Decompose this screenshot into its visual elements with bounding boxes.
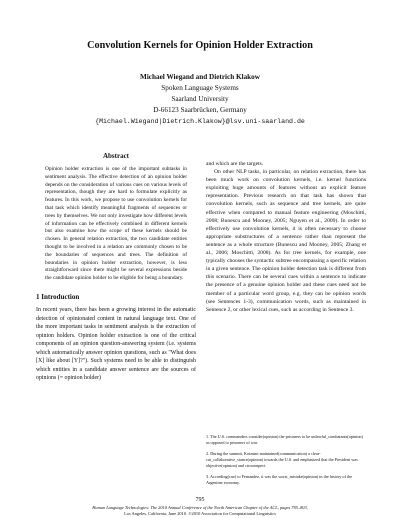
page-number: 795 bbox=[195, 497, 205, 503]
paper-title: Convolution Kernels for Opinion Holder Extraction bbox=[87, 40, 313, 51]
left-column bbox=[36, 152, 196, 383]
abstract-text: Opinion holder extraction is one of the important subtasks in sentiment analysis. The effective detection of an opinion holder depends on the consideration of various cues on various levels of representation, though they are hard to formulate explicitly as features. In this work, we propose to use convolution kernels for that task which identify meaningful fragments of sequences or trees by themselves. We not only investigate how different levels of information can be effectively combined in different kernels but also examine how the scope of these kernels should be chosen. In general relation extraction, the two candidate entities thought to be involved in a relation are commonly chosen to be the boundaries of sequences and trees. The definition of boundaries in opinion holder extraction, however, is less straightforward since there might be several expressions beside the candidate opinion holder to be eligible for being a boundary. bbox=[45, 166, 187, 282]
author-email: {Michael.Wiegand|Dietrich.Klakow}@lsv.uni-saarland.de bbox=[95, 118, 305, 125]
intro-heading: 1 Introduction bbox=[36, 293, 80, 302]
example-2: 2. During the summit, Koizumi maintained(communication) a clear-cut_collaborative_stance(opinion) towards the U.S. and emphasized that the President was objective(opinion) and circumspect. bbox=[206, 451, 358, 468]
affiliation-line-2: Saarland University bbox=[171, 95, 229, 103]
example-3: 3. According(cue) to Fernandez, it was the worst_mistake(opinion) in the history of the Argentine economy. bbox=[206, 474, 353, 485]
intro-text: In recent years, there has been a growing interest in the automatic detection of opinionated content in natural language text. One of the more important tasks in sentiment analysis is the extraction of opinion holders. Opinion holder extraction is one of the critical components of an opinion question-answering system (i.e. systems which automatically answer opinion questions, such as "What does [X] like about [Y]?"). Such systems need to be able to distinguish which entities in a candidate answer sentence are the sources of opinions (= opinion holder) bbox=[36, 307, 196, 382]
author-names: Michael Wiegand and Dietrich Klakow bbox=[140, 73, 260, 81]
example-sentences bbox=[206, 434, 366, 486]
author-block bbox=[0, 72, 400, 127]
footer bbox=[0, 505, 400, 517]
abstract-heading: Abstract bbox=[102, 152, 130, 160]
right-paragraph-2: On other NLP tasks, in particular, on relation extraction, there has been much work on convolution kernels, i.e. kernel functions exploiting huge amounts of features without an explicit feature representation. Previous research on that task has shown that convolution kernels, such as sequence and tree kernels, are quite effective when compared to manual feature engineering (Moschitti, 2008; Bunescu and Mooney, 2005; Nguyen et al., 2009). In order to effectively use convolution kernels, it is often necessary to choose appropriate substructures of a sentence rather than represent the sentence as a whole structure (Bunescu and Mooney, 2005; Zhang et al., 2006; Moschitti, 2008). As for tree kernels, for example, one typically chooses the syntactic subtree encompassing a specific relation in a given sentence. The opinion holder detection task is different from this scenario. There can be several cues within a sentence to indicate the presence of a genuine opinion holder and these cues need not be member of a particular word group, e.g. they can be opinion words (see Sentences 1-3), communication words, such as maintained in Sentence 2, or other lexical cues, such as according in Sentence 3. bbox=[206, 169, 366, 313]
affiliation-line-1: Spoken Language Systems bbox=[161, 84, 239, 92]
example-1: 1. The U.S. commanders consider(opinion) the prisoners to be unlawful_combatants(opinion) as opposed to prisoners of war. bbox=[206, 434, 363, 445]
right-column bbox=[206, 160, 366, 314]
right-paragraph-1: and which are the targets. bbox=[206, 161, 264, 167]
affiliation-line-3: D-66123 Saarbrücken, Germany bbox=[153, 106, 247, 114]
footer-venue: Human Language Technologies: The 2010 Annual Conference of the North American Chapter of the ACL, pages 795–803, bbox=[92, 505, 308, 510]
footer-location: Los Angeles, California, June 2010. ©2010 Association for Computational Linguistics bbox=[124, 510, 276, 516]
